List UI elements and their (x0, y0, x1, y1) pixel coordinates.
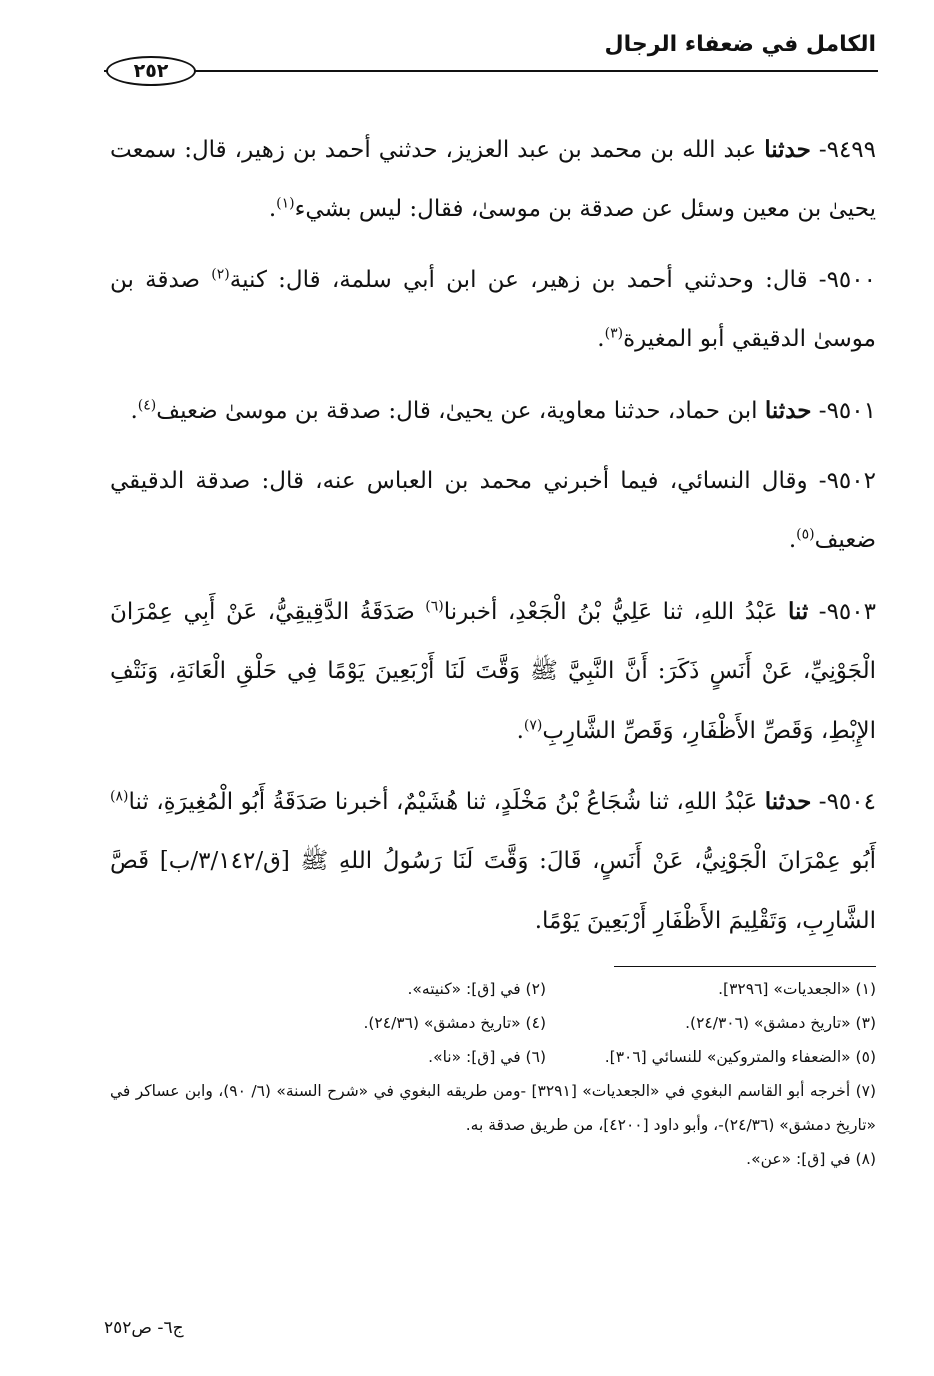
main-text (110, 120, 876, 951)
entry-text: عَبْدُ اللهِ، ثنا شُجَاعُ بْنُ مَخْلَدٍ، ثنا هُشَيْمٌ، أخبرنا صَدَقَةُ أَبُو الْمُغِيرَةِ، ثنا (128, 789, 765, 816)
volume-page-reference: ج٦- ص٢٥٢ (104, 1318, 184, 1338)
hadith-paragraph (110, 120, 876, 240)
entry-tail: . (597, 326, 605, 353)
footnote-marker: (٤) (137, 396, 157, 413)
footnotes (110, 972, 876, 1176)
entry-tail: صَدَقَةُ الدَّقِيقِيُّ، عَنْ أَبِي عِمْرَانَ الْجَوْنِيِّ، عَنْ أَنَسٍ ذَكَرَ: أَنَّ النَّبِيَّ ﷺ وَقَّتَ لَنَا أَرْبَعِينَ يَوْمًا فِي حَلْقِ الْعَانَةِ، وَنَتْفِ الإِبْطِ، وَقَصِّ الأَظْفَارِ، وَقَصِّ الشَّارِبِ (110, 598, 876, 744)
entry-keyword: ثنا (787, 597, 809, 625)
footnote: (٢) في [ق]: «كنيته». (407, 980, 546, 998)
entry-text: قال: وحدثني أحمد بن زهير، عن ابن أبي سلمة، قال: كنية (229, 266, 819, 293)
footnote: (٤) «تاريخ دمشق» (٢٤/٣٦). (363, 1014, 546, 1032)
hadith-paragraph (110, 772, 876, 951)
entry-keyword: حدثنا (764, 788, 812, 816)
footnote: (٣) «تاريخ دمشق» (٢٤/٣٠٦). (685, 1014, 876, 1032)
footnote-marker: (٧) (523, 717, 543, 733)
footnote-marker: (٣) (604, 325, 624, 342)
footnote: (٦) في [ق]: «نا». (428, 1048, 546, 1066)
entry-number: ٩٥٠٢- (818, 468, 876, 495)
entry-tail: . (788, 527, 797, 554)
entry-tail: صدقة بن موسىٰ الدقيقي أبو المغيرة (110, 266, 876, 353)
entry-text: وقال النسائي، فيما أخبرني محمد بن العباس عنه، قال: صدقة الدقيقي ضعيف (110, 468, 876, 554)
entry-tail: . (516, 717, 524, 744)
footnote-row (110, 1040, 876, 1074)
footnote: (٨) في [ق]: «عن». (746, 1150, 876, 1168)
entry-keyword: حدثنا (764, 136, 811, 163)
footnote-marker: (١) (276, 195, 295, 212)
entry-number: ٩٥٠٣- (818, 598, 876, 625)
entry-text: ابن حماد، حدثنا معاوية، عن يحيىٰ، قال: صدقة بن موسىٰ ضعيف (156, 397, 765, 424)
entry-text: عبد الله بن محمد بن عبد العزيز، حدثني أحمد بن زهير، قال: سمعت يحيىٰ بن معين وسئل عن صدقة بن موسىٰ، فقال: ليس بشيء (110, 137, 876, 223)
page-number-badge: ٢٥٢ (106, 56, 196, 86)
footnote-marker: (٢) (211, 266, 230, 283)
footnote-row (110, 1006, 876, 1040)
footnote: (١) «الجعديات» [٣٢٩٦]. (718, 980, 876, 998)
entry-keyword: حدثنا (764, 396, 812, 424)
entry-tail: أَبُو عِمْرَانَ الْجَوْنِيُّ، عَنْ أَنَسٍ، قَالَ: وَقَّتَ لَنَا رَسُولُ اللهِ ﷺ [ق/٣/١٤٢/ب] قَصَّ الشَّارِبِ، وَتَقْلِيمَ الأَظْفَارِ أَرْبَعِينَ يَوْمًا. (110, 848, 877, 934)
entry-text: عَبْدُ اللهِ، ثنا عَلِيُّ بْنُ الْجَعْدِ، أخبرنا (443, 598, 788, 625)
header-rule (104, 70, 878, 72)
entry-number: ٩٤٩٩- (818, 137, 877, 163)
footnote-separator (614, 966, 876, 967)
footnote-marker: (٦) (425, 598, 444, 615)
hadith-paragraph (110, 381, 876, 441)
footnote-marker: (٨) (110, 788, 129, 805)
footnote: (٥) «الضعفاء والمتروكين» للنسائي [٣٠٦]. (604, 1048, 876, 1066)
footnote: (٧) أخرجه أبو القاسم البغوي في «الجعديات» [٣٢٩١] -ومن طريقه البغوي في «شرح السنة» (٦/ ٩٠)، وابن عساكر في «تاريخ دمشق» (٢٤/٣٦)-، وأبو داود [٤٢٠٠]، من طريق صدقة به. (110, 1082, 877, 1134)
hadith-paragraph (110, 582, 876, 761)
hadith-paragraph (110, 251, 876, 370)
entry-number: ٩٥٠١- (818, 397, 876, 424)
hadith-paragraph (110, 452, 876, 571)
entry-tail: . (130, 397, 138, 424)
footnote-marker: (٥) (796, 526, 815, 543)
footnote-row (110, 972, 876, 1006)
entry-number: ٩٥٠٤- (818, 789, 876, 816)
entry-number: ٩٥٠٠- (818, 266, 876, 293)
running-header-title: الكامل في ضعفاء الرجال (604, 32, 876, 57)
entry-tail: . (268, 196, 277, 223)
